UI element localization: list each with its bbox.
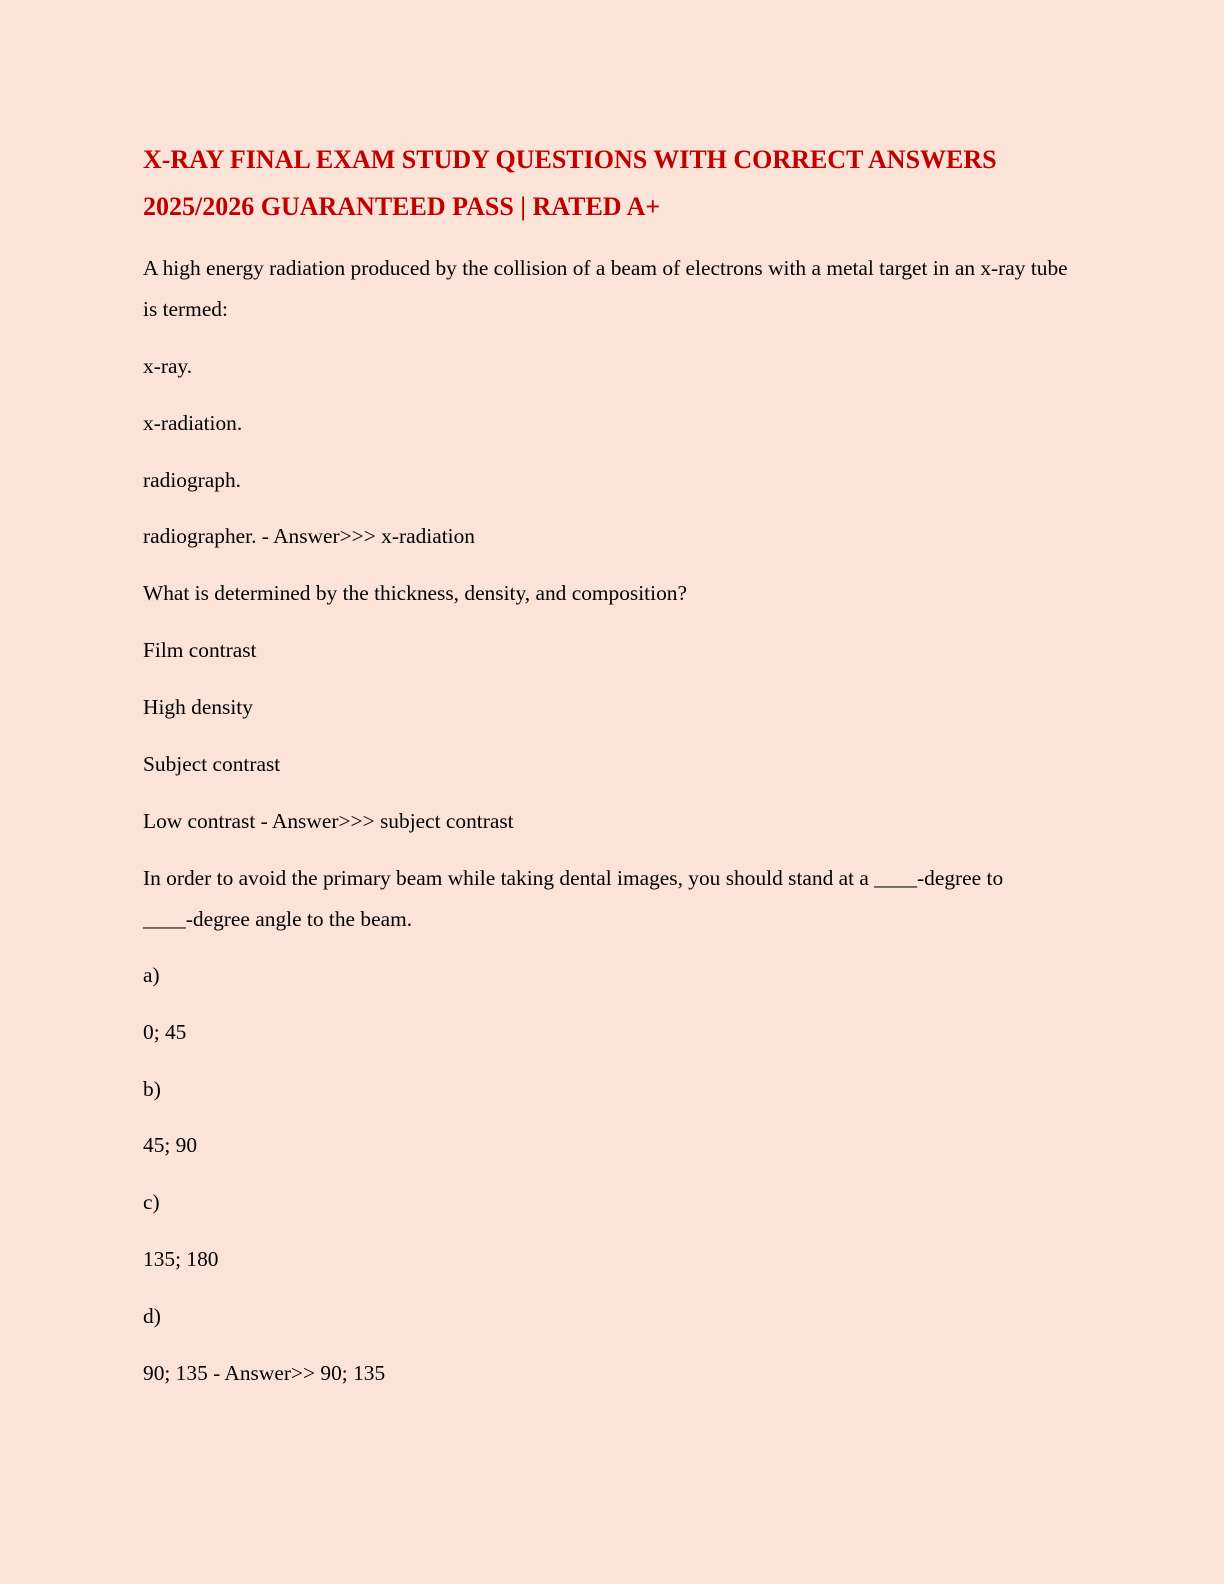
option-text: 135; 180 bbox=[143, 1247, 219, 1271]
document-title: X-RAY FINAL EXAM STUDY QUESTIONS WITH CORRECT ANSWERS 2025/2026 GUARANTEED PASS | RATED A+ bbox=[143, 145, 997, 221]
question-3: In order to avoid the primary beam while taking dental images, you should stand at a ____-degree to ____-degree angle to the beam. bbox=[143, 866, 1004, 931]
option-text: x-ray. bbox=[143, 354, 193, 378]
option-with-answer: radiographer. - Answer>>> x-radiation bbox=[143, 524, 475, 548]
option-text: radiograph. bbox=[143, 468, 242, 492]
option-with-answer: 90; 135 - Answer>> 90; 135 bbox=[143, 1361, 386, 1385]
option-text: 45; 90 bbox=[143, 1133, 198, 1157]
option-label: d) bbox=[143, 1304, 161, 1328]
option-label: b) bbox=[143, 1077, 161, 1101]
option-with-answer: Low contrast - Answer>>> subject contrast bbox=[143, 809, 514, 833]
option-text: 0; 45 bbox=[143, 1020, 187, 1044]
option-label: c) bbox=[143, 1190, 160, 1214]
option-text: x-radiation. bbox=[143, 411, 243, 435]
option-text: High density bbox=[143, 695, 253, 719]
question-1: A high energy radiation produced by the collision of a beam of electrons with a metal target in an x-ray tube is termed: bbox=[143, 256, 1068, 321]
option-label: a) bbox=[143, 963, 160, 987]
option-text: Subject contrast bbox=[143, 752, 281, 776]
option-text: Film contrast bbox=[143, 638, 257, 662]
question-2: What is determined by the thickness, density, and composition? bbox=[143, 581, 687, 605]
